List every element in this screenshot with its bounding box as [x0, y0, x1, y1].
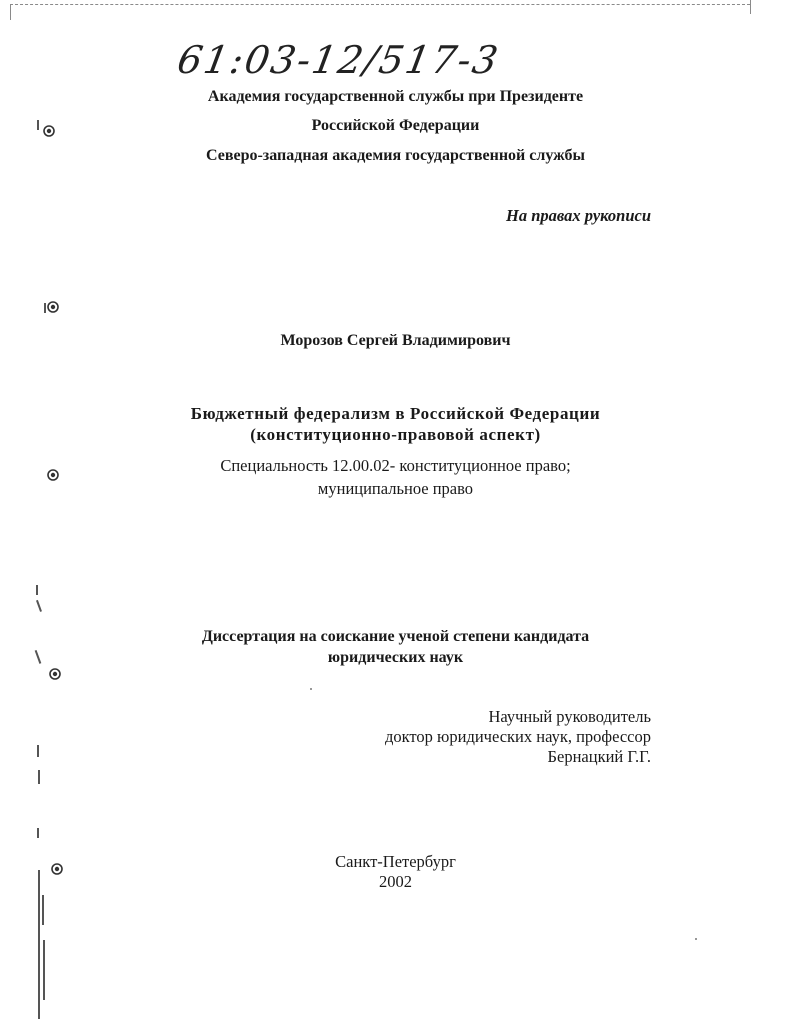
- scan-artifact: [38, 870, 40, 1019]
- specialty-line-2: муниципальное право: [317, 479, 474, 498]
- scan-artifact: [36, 585, 38, 595]
- institution-line-2: Российской Федерации: [311, 117, 480, 134]
- supervisor-degree: доктор юридических наук, профессор: [384, 727, 651, 746]
- scan-artifact: [36, 600, 42, 612]
- dissertation-title-line-1: Бюджетный федерализм в Российской Федерации: [190, 404, 601, 423]
- scan-artifact: [38, 770, 40, 784]
- scan-border-top: [10, 4, 750, 5]
- scan-border-left-tick: [10, 4, 11, 20]
- city: Санкт-Петербург: [335, 852, 456, 871]
- handwritten-archive-code: 61:03-12/517-3: [174, 38, 503, 82]
- binder-hole-icon: [46, 300, 60, 314]
- supervisor-name: Бернацкий Г.Г.: [547, 747, 651, 766]
- scan-artifact: [42, 895, 44, 925]
- binder-hole-icon: [46, 468, 60, 482]
- specialty-line-1: Специальность 12.00.02- конституционное право;: [220, 456, 571, 475]
- year: 2002: [379, 872, 412, 891]
- scan-artifact: [44, 303, 46, 313]
- scan-artifact: [37, 828, 39, 838]
- scan-dust: [310, 688, 312, 690]
- scan-border-right-tick: [750, 0, 751, 14]
- author-name: Морозов Сергей Владимирович: [280, 332, 511, 349]
- manuscript-note: На правах рукописи: [506, 206, 651, 225]
- scan-artifact: [37, 745, 39, 757]
- binder-hole-icon: [48, 667, 62, 681]
- institution-line-1: Академия государственной службы при Президенте: [207, 88, 584, 105]
- binder-hole-icon: [42, 124, 56, 138]
- scan-dust: [695, 938, 697, 940]
- degree-line-1: Диссертация на соискание ученой степени кандидата: [201, 628, 590, 645]
- scan-artifact: [43, 940, 45, 1000]
- binder-hole-icon: [50, 862, 64, 876]
- dissertation-title-line-2: (конституционно-правовой аспект): [250, 425, 541, 444]
- supervisor-role: Научный руководитель: [488, 707, 651, 726]
- degree-line-2: юридических наук: [327, 649, 464, 666]
- institution-line-3: Северо-западная академия государственной службы: [205, 147, 586, 164]
- scan-artifact: [37, 120, 39, 130]
